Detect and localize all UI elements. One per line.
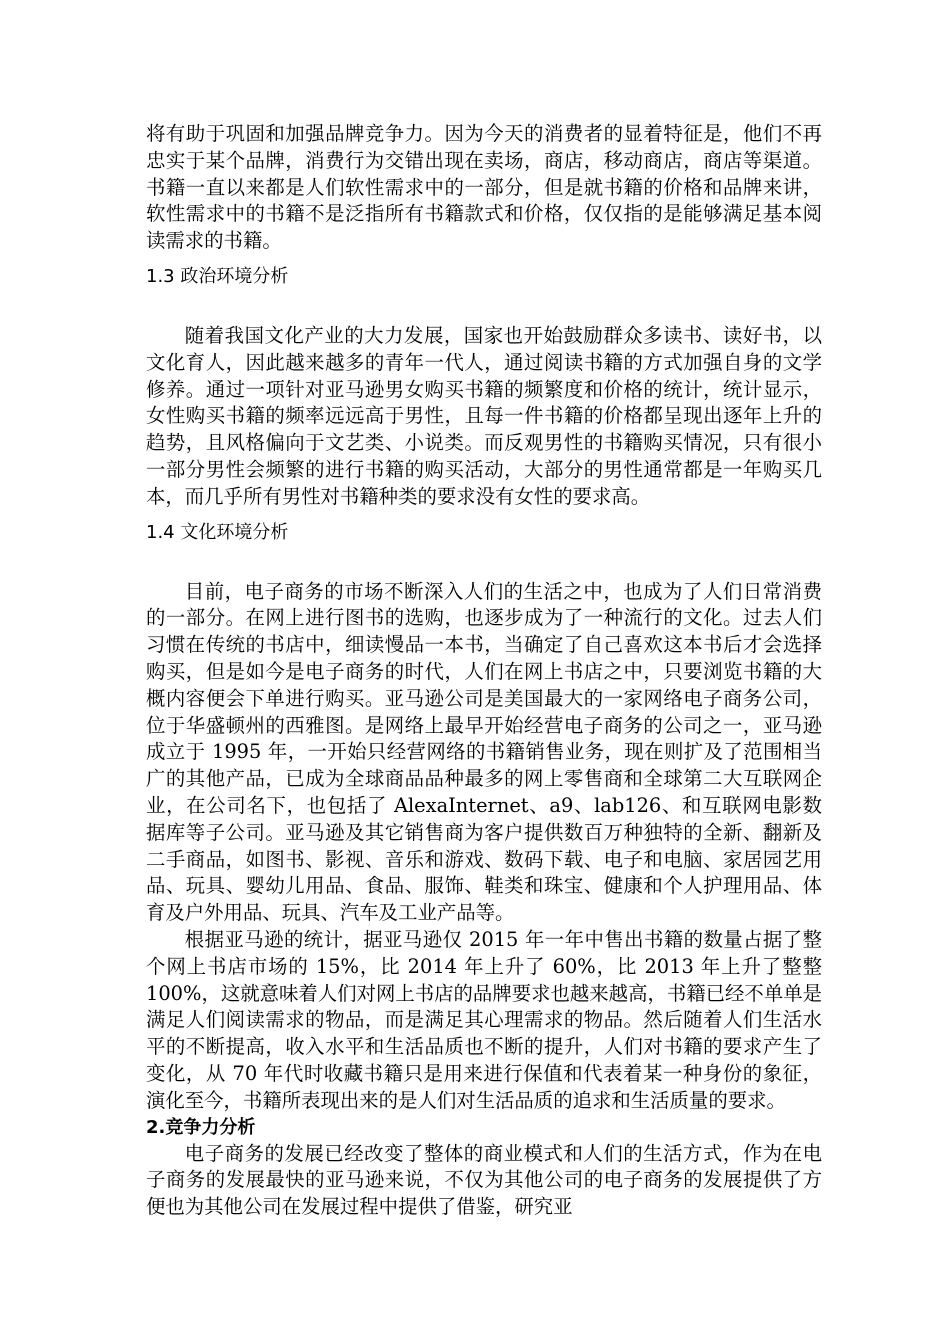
- heading-political-environment: 1.3 政治环境分析: [146, 265, 289, 287]
- document-page: [146, 121, 822, 1221]
- paragraph-amazon-statistics: 根据亚马逊的统计，据亚马逊仅 2015 年一年中售出书籍的数量占据了整个网上书店市场的 15%，比 2014 年上升了 60%，比 2013 年上升了整整 100%，这就意味着人们对网上书店的品牌要求也越来越高，书籍已经不单单是满足人们阅读需求的物品，而是满足其心理需求的物品。然后随着人们生活水平的不断提高，收入水平和生活品质也不断的提升，人们对书籍的要求产生了变化，从 70 年代时收藏书籍只是用来进行保值和代表着某一种身份的象征，演化至今，书籍所表现出来的是人们对生活品质的追求和生活质量的要求。: [146, 927, 822, 1112]
- paragraph-brand-competitiveness: 将有助于巩固和加强品牌竞争力。因为今天的消费者的显着特征是，他们不再忠实于某个品牌，消费行为交错出现在卖场，商店，移动商店，商店等渠道。书籍一直以来都是人们软性需求中的一部分，但是就书籍的价格和品牌来讲，软性需求中的书籍不是泛指所有书籍款式和价格，仅仅指的是能够满足基本阅读需求的书籍。: [146, 122, 822, 253]
- paragraph-cultural-environment: 目前，电子商务的市场不断深入人们的生活之中，也成为了人们日常消费的一部分。在网上进行图书的选购，也逐步成为了一种流行的文化。过去人们习惯在传统的书店中，细读慢品一本书，当确定了自己喜欢这本书后才会选择购买，但是如今是电子商务的时代，人们在网上书店之中，只要浏览书籍的大概内容便会下单进行购买。亚马逊公司是美国最大的一家网络电子商务公司，位于华盛顿州的西雅图。是网络上最早开始经营电子商务的公司之一，亚马逊成立于 1995 年，一开始只经营网络的书籍销售业务，现在则扩及了范围相当广的其他产品，已成为全球商品品种最多的网上零售商和全球第二大互联网企业，在公司名下，也包括了 AlexaInternet、a9、lab126、和互联网电影数据库等子公司。亚马逊及其它销售商为客户提供数百万种独特的全新、翻新及二手商品，如图书、影视、音乐和游戏、数码下载、电子和电脑、家居园艺用品、玩具、婴幼儿用品、食品、服饰、鞋类和珠宝、健康和个人护理用品、体育及户外用品、玩具、汽车及工业产品等。: [146, 579, 822, 925]
- heading-cultural-environment: 1.4 文化环境分析: [146, 521, 289, 543]
- heading-competitiveness-analysis: 2.竞争力分析: [146, 1116, 256, 1138]
- paragraph-political-environment: 随着我国文化产业的大力发展，国家也开始鼓励群众多读书、读好书，以文化育人，因此越来越多的青年一代人，通过阅读书籍的方式加强自身的文学修养。通过一项针对亚马逊男女购买书籍的频繁度和价格的统计，统计显示，女性购买书籍的频率远远高于男性，且每一件书籍的价格都呈现出逐年上升的趋势，且风格偏向于文艺类、小说类。而反观男性的书籍购买情况，只有很小一部分男性会频繁的进行书籍的购买活动，大部分的男性通常都是一年购买几本，而几乎所有男性对书籍种类的要求没有女性的要求高。: [146, 323, 822, 508]
- paragraph-competitiveness-analysis: 电子商务的发展已经改变了整体的商业模式和人们的生活方式，作为在电子商务的发展最快的亚马逊来说，不仅为其他公司的电子商务的发展提供了方便也为其他公司在发展过程中提供了借鉴，研究亚: [146, 1141, 822, 1219]
